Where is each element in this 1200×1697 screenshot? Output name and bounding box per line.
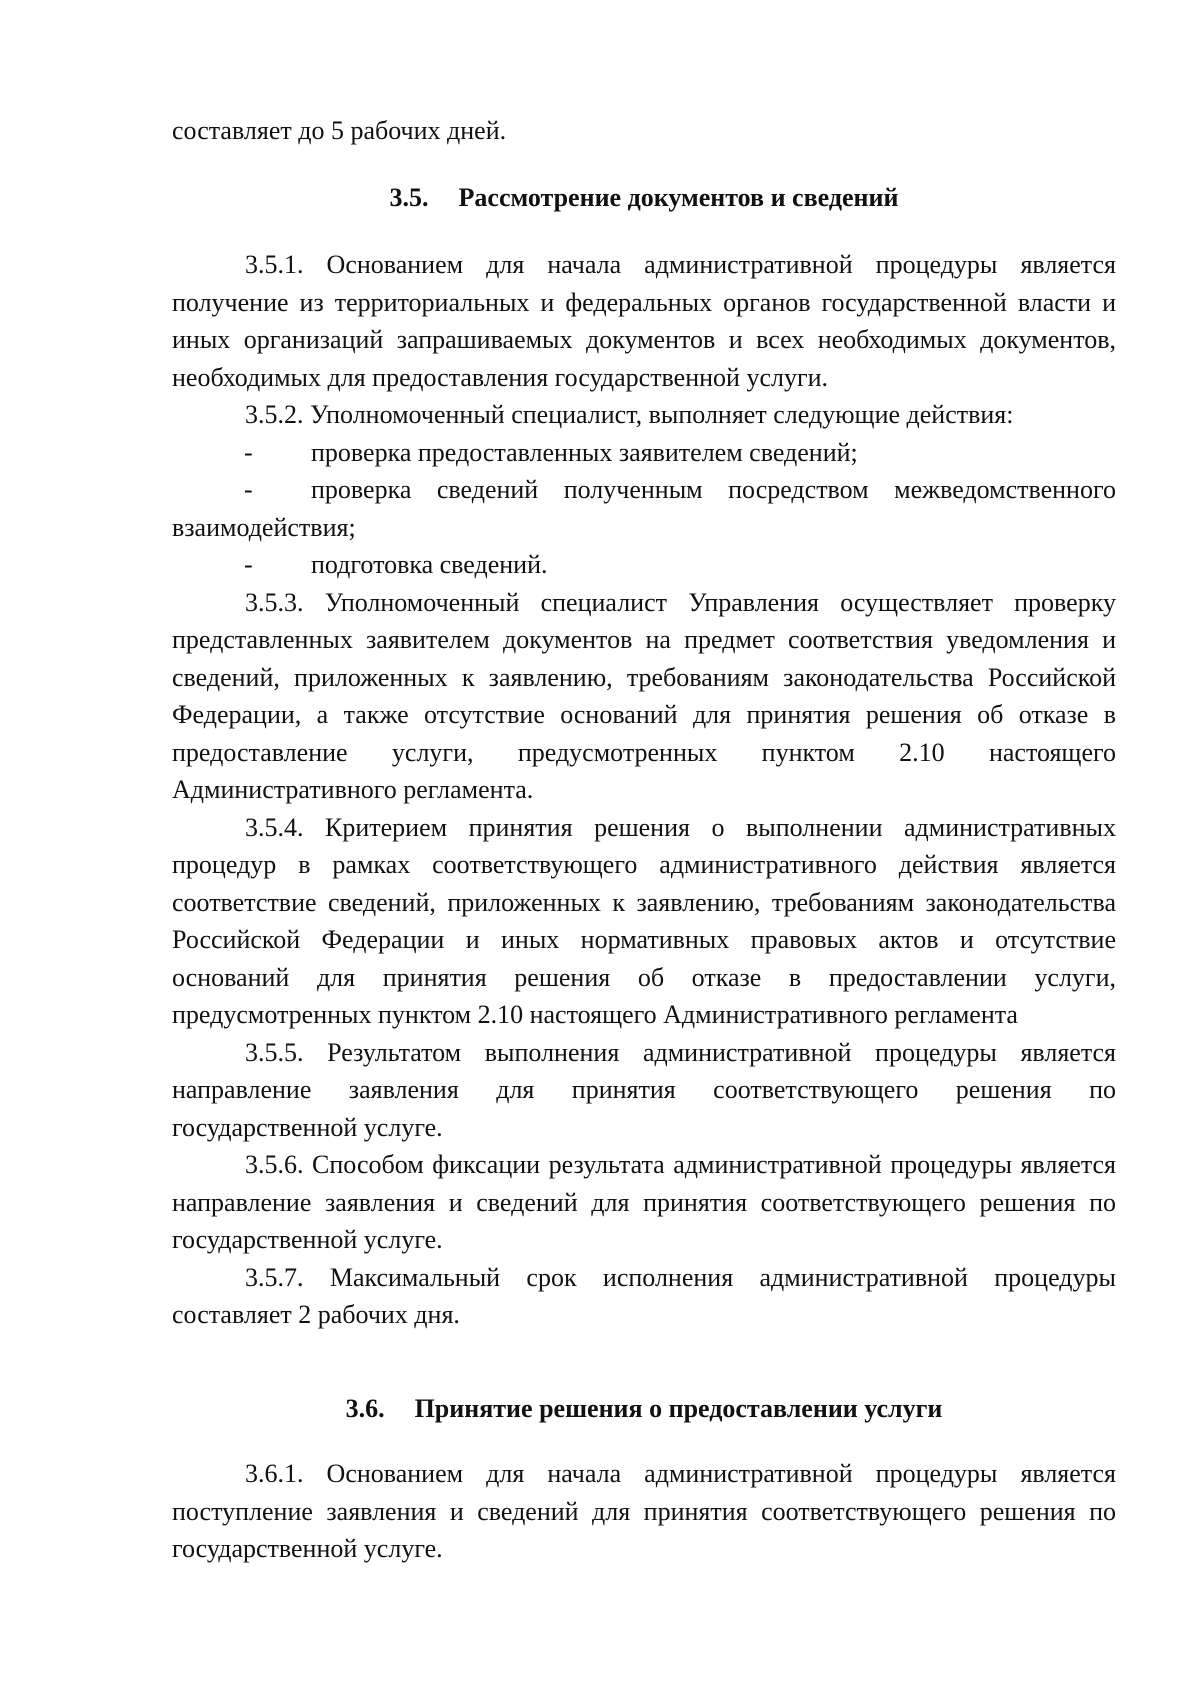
list-item-text: проверка сведений полученным посредством межведомственного взаимодействия; [172, 475, 1116, 542]
dash-marker: - [244, 550, 253, 579]
list-item [172, 471, 1116, 546]
section-title: Принятие решения о предоставлении услуги [414, 1393, 943, 1423]
paragraph-3-5-3: 3.5.3. Уполномоченный специалист Управления осуществляет проверку представленных заявителем документов на предмет соответствия уведомления и сведений, приложенных к заявлению, требованиям законодательства Российской Федерации, а также отсутствие оснований для принятия решения об отказе в предоставление услуги, предусмотренных пунктом 2.10 настоящего Административного регламента. [172, 587, 1116, 804]
paragraph-3-5-7: 3.5.7. Максимальный срок исполнения административной процедуры составляет 2 рабочих дня. [172, 1262, 1116, 1329]
paragraph-3-5-1: 3.5.1. Основанием для начала административной процедуры является получение из территориальных и федеральных органов государственной власти и иных организаций запрашиваемых документов и всех необходимых документов, необходимых для предоставления государственной услуги. [172, 250, 1116, 392]
list-item [172, 434, 1116, 472]
paragraph-3-5-6: 3.5.6. Способом фиксации результата административной процедуры является направление заявления и сведений для принятия соответствующего решения по государственной услуге. [172, 1150, 1116, 1254]
list-item [172, 546, 1116, 584]
section-number: 3.5. [389, 182, 429, 212]
dash-marker: - [244, 475, 253, 504]
paragraph-3-5-4: 3.5.4. Критерием принятия решения о выполнении административных процедур в рамках соответствующего административного действия является соответствие сведений, приложенных к заявлению, требованиям законодательства Российской Федерации и иных нормативных правовых актов и отсутствие оснований для принятия решения об отказе в предоставлении услуги, предусмотренных пунктом 2.10 настоящего Административного регламента [172, 812, 1116, 1029]
list-item-text: проверка предоставленных заявителем сведений; [311, 437, 858, 467]
document-page [172, 112, 1116, 1568]
section-number: 3.6. [345, 1393, 385, 1423]
paragraph-3-6-1: 3.6.1. Основанием для начала административной процедуры является поступление заявления и сведений для принятия соответствующего решения по государственной услуге. [172, 1459, 1116, 1563]
list-item-text: подготовка сведений. [311, 550, 548, 579]
intro-line: составляет до 5 рабочих дней. [172, 116, 507, 145]
paragraph-3-5-5: 3.5.5. Результатом выполнения административной процедуры является направление заявления для принятия соответствующего решения по государственной услуге. [172, 1037, 1116, 1142]
section-title: Рассмотрение документов и сведений [458, 182, 899, 212]
section-heading-3-6 [172, 1390, 1116, 1428]
section-heading-3-5 [172, 179, 1116, 217]
dash-marker: - [244, 437, 253, 467]
paragraph-3-5-2: 3.5.2. Уполномоченный специалист, выполняет следующие действия: [245, 400, 1014, 429]
